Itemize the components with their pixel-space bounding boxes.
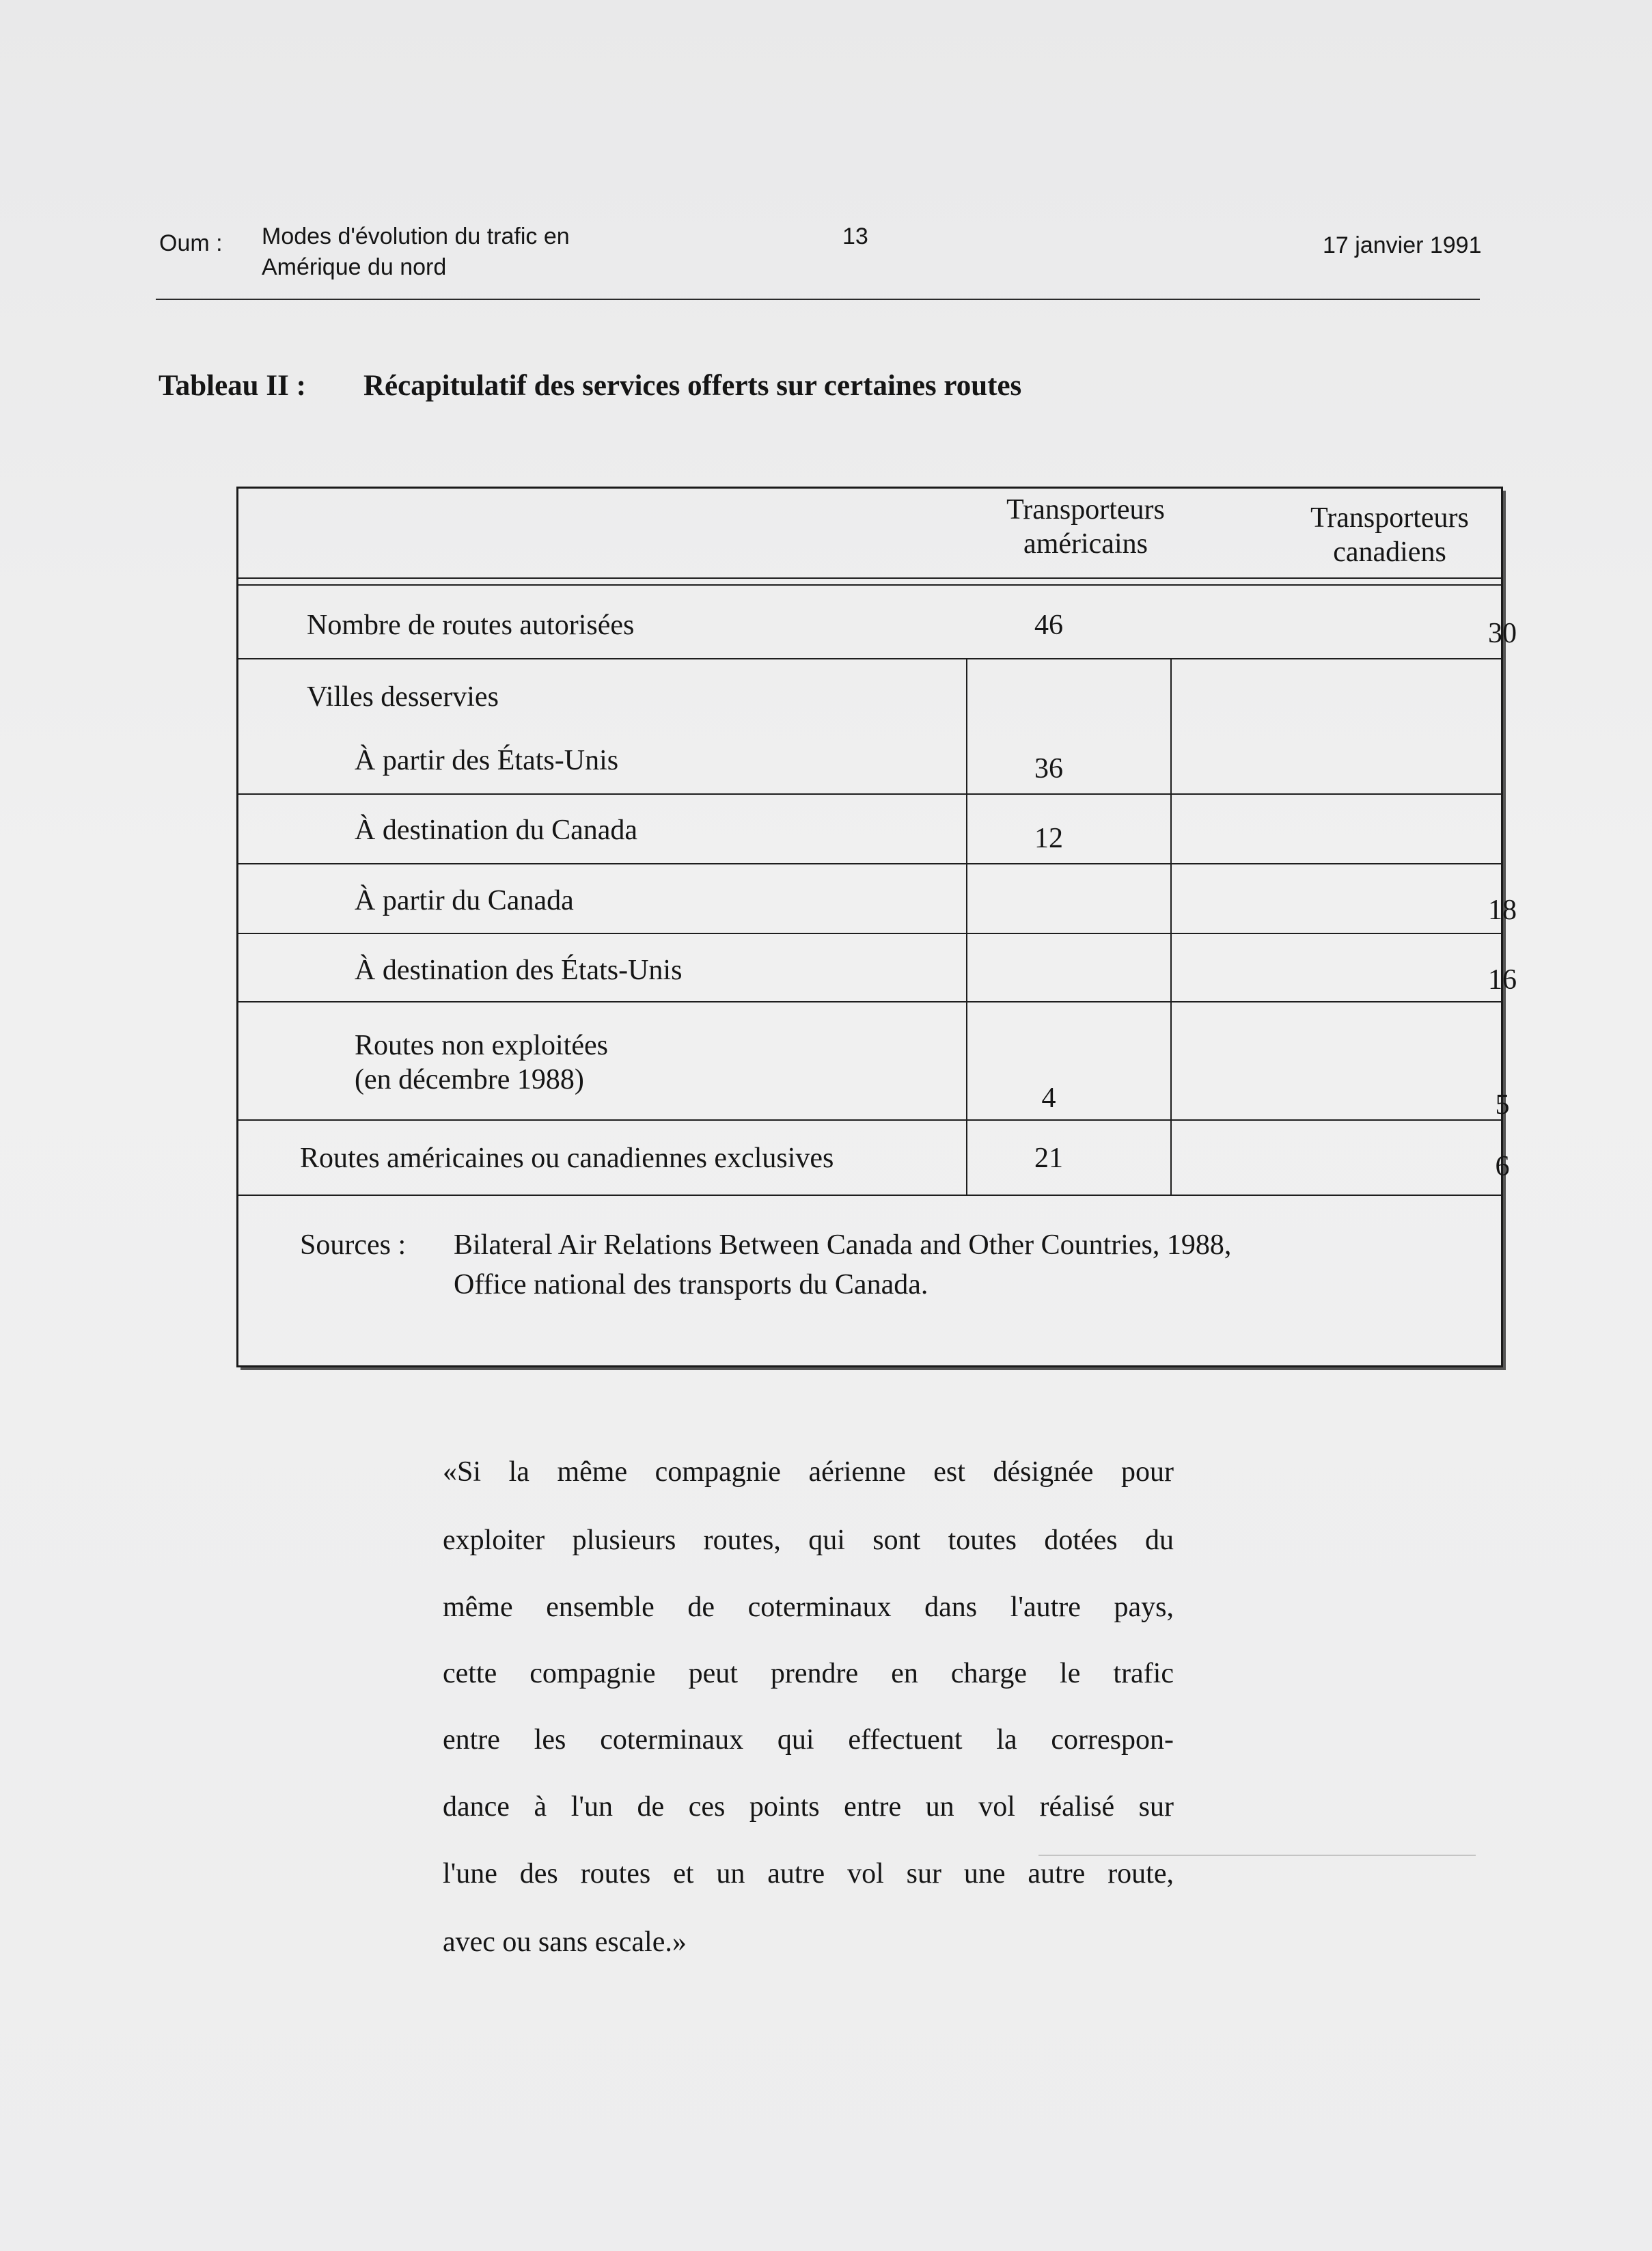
- cell-ca-to-us: 16: [1488, 964, 1517, 996]
- table-row-rule: [238, 933, 1501, 934]
- cell-ca-authorized-routes: 30: [1488, 618, 1517, 649]
- cell-us-to-canada: 12: [1034, 823, 1063, 854]
- cell-ca-unused-routes: 5: [1495, 1089, 1510, 1121]
- cell-us-from-us: 36: [1034, 753, 1063, 785]
- cell-ca-from-canada: 18: [1488, 895, 1517, 926]
- sources-line2: Office national des transports du Canada.: [454, 1269, 928, 1300]
- row-label-exclusive-routes: Routes américaines ou canadiennes exclusives: [300, 1143, 834, 1174]
- header-ca-line2: canadiens: [1333, 536, 1446, 568]
- table-row-rule: [238, 1119, 1501, 1121]
- quote-line: exploiter plusieurs routes, qui sont toutes dotées du: [443, 1525, 1174, 1556]
- row-label-to-canada: À destination du Canada: [355, 815, 638, 846]
- quote-line: cette compagnie peut prendre en charge le trafic: [443, 1658, 1174, 1689]
- table-row-rule: [238, 863, 1501, 864]
- footnote-rule: [1038, 1855, 1476, 1856]
- header-title-line1: Modes d'évolution du trafic en: [262, 223, 570, 249]
- row-label-unused-routes-line1: Routes non exploitées: [355, 1030, 608, 1061]
- row-label-cities-served: Villes desservies: [307, 681, 499, 713]
- table-row-rule: [238, 793, 1501, 795]
- quote-line: dance à l'un de ces points entre un vol réalisé sur: [443, 1791, 1174, 1823]
- cell-us-unused-routes: 4: [1041, 1082, 1056, 1114]
- quote-line: entre les coterminaux qui effectuent la correspon-: [443, 1724, 1174, 1756]
- header-ca-line1: Transporteurs: [1310, 502, 1469, 534]
- cell-us-authorized-routes: 46: [1034, 610, 1063, 641]
- table-header-rule-top: [238, 577, 1501, 579]
- row-label-from-us: À partir des États-Unis: [355, 745, 619, 776]
- header-title-line2: Amérique du nord: [262, 254, 447, 280]
- quote-line: même ensemble de coterminaux dans l'autre pays,: [443, 1592, 1174, 1623]
- table-row-rule: [238, 1001, 1501, 1002]
- header-us-line1: Transporteurs: [1006, 494, 1165, 526]
- header-page-number: 13: [842, 223, 868, 249]
- quote-line: «Si la même compagnie aérienne est désignée pour: [443, 1456, 1174, 1488]
- table-caption-label: Tableau II :: [159, 370, 306, 402]
- row-label-from-canada: À partir du Canada: [355, 885, 574, 916]
- header-code: Oum :: [159, 230, 223, 256]
- summary-table: [236, 487, 1517, 1367]
- header-rule: [156, 299, 1480, 300]
- table-row-rule: [238, 1195, 1501, 1196]
- table-caption: [159, 369, 1021, 403]
- table-header-rule-bottom: [238, 584, 1501, 586]
- table-row-rule: [238, 658, 1501, 659]
- quote-line: l'une des routes et un autre vol sur une autre route,: [443, 1858, 1174, 1890]
- cell-us-exclusive-routes: 21: [1034, 1143, 1063, 1174]
- row-label-to-us: À destination des États-Unis: [355, 955, 683, 986]
- header-us-line2: américains: [1023, 528, 1148, 560]
- header-date: 17 janvier 1991: [1323, 232, 1482, 258]
- row-label-authorized-routes: Nombre de routes autorisées: [307, 610, 635, 641]
- row-label-unused-routes-line2: (en décembre 1988): [355, 1064, 584, 1095]
- sources-label: Sources :: [300, 1229, 407, 1261]
- sources-line1: Bilateral Air Relations Between Canada and Other Countries, 1988,: [454, 1229, 1232, 1261]
- quote-line: avec ou sans escale.»: [443, 1926, 687, 1958]
- table-column-rule: [1170, 658, 1172, 1195]
- cell-ca-exclusive-routes: 6: [1495, 1151, 1510, 1182]
- table-caption-title: Récapitulatif des services offerts sur certaines routes: [363, 370, 1022, 402]
